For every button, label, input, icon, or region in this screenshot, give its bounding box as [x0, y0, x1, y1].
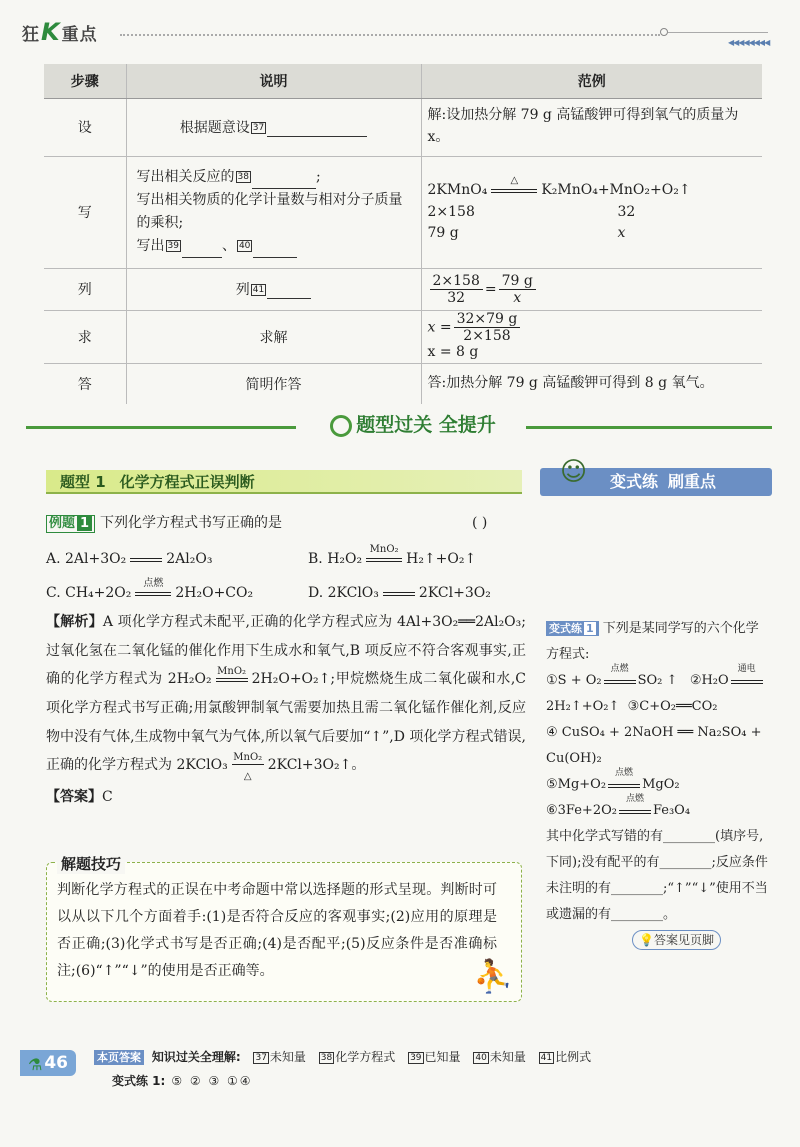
table-row	[44, 310, 762, 364]
tips-label: 解题技巧	[57, 853, 125, 874]
option-b: B. H₂O₂ MnO₂ H₂↑+O₂↑	[308, 544, 477, 567]
step-desc: 根据题意设 37	[126, 98, 421, 156]
example-question	[46, 512, 526, 809]
variant-exercise: 变式练 1 下列是某同学写的六个化学方程式: ①S + O₂ 点燃 SO₂ ↑ ②H₂O 通电 2H₂↑+O₂↑ ③C+O₂══CO₂ ④ CuSO₄ + 2NaOH ══ Na₂SO₄ + Cu(OH)₂ ⑤Mg+O₂ 点燃 MgO₂ ⑥3Fe+2O₂ 点燃 Fe₃O₄ 其中化学式写错的有________(填序号,下同);没有配平的有________;反应条件未注明的有________;“↑”“↓”使用不当或遗漏的有________。 💡答案见页脚	[546, 616, 768, 954]
table-header-example: 范例	[421, 64, 762, 98]
tips-box	[46, 855, 522, 1002]
table-header-desc: 说明	[126, 64, 421, 98]
step-desc: 简明作答	[126, 364, 421, 404]
page-number: ⚗ 46	[20, 1050, 76, 1076]
student-figure-icon: ☺	[560, 457, 588, 487]
step-desc: 写出相关反应的 38 ; 写出相关物质的化学计量数与相对分子质量的乘积; 写出 39 、 40	[126, 156, 421, 268]
table-header-row	[44, 64, 762, 98]
option-a: A. 2Al+3O₂ 2Al₂O₃	[46, 551, 213, 567]
step-example: $\frac{2\times 158}{32}$ = $\frac{79 g}{x}$	[421, 268, 762, 310]
page-answers: 本页答案 知识过关全理解: 37 未知量 38 化学方程式 39 已知量 40 未知量 41 比例式 变式练 1: ⑤ ② ③ ①④	[94, 1045, 774, 1093]
options	[46, 542, 526, 602]
answer-item: 39 已知量	[410, 1050, 461, 1064]
table-row	[44, 156, 762, 268]
answer-item: 40 未知量	[475, 1050, 526, 1064]
table-header-step: 步骤	[44, 64, 126, 98]
bulb-icon: 💡	[639, 933, 654, 947]
section-banner	[26, 410, 772, 440]
question-type-header: 题型 1 化学方程式正误判断	[46, 470, 522, 494]
option-d: D. 2KClO₃ 2KCl+3O₂	[308, 585, 491, 601]
table-row	[44, 364, 762, 404]
step-desc: 求解	[126, 310, 421, 364]
brand-logo: 狂K重点	[22, 18, 98, 46]
analysis: 【解析】A 项化学方程式未配平,正确的化学方程式应为 4Al+3O₂══2Al₂O₃;过氧化氢在二氧化锰的催化作用下生成水和氧气,B 项反应不符合客观事实,正确的化学方程式为 2H₂O₂ MnO₂ 2H₂O+O₂↑;甲烷燃烧生成二氧化碳和水,C 项化学方程式书写正确;用氯酸钾制氧气需要加热且需二氧化锰作催化剂,反应物中没有气体,生成物中氧气为气体,所以氧气后要加“↑”,D 项化学方程式错误,正确的化学方程式为 2KClO₃ MnO₂ △ 2KCl+3O₂↑。	[46, 614, 526, 783]
step-label: 写	[44, 156, 126, 268]
step-label: 求	[44, 310, 126, 364]
step-label: 答	[44, 364, 126, 404]
header-dotted-rule	[120, 34, 660, 36]
step-example: 答:加热分解 79 g 高锰酸钾可得到 8 g 氧气。	[421, 364, 762, 404]
step-desc: 列 41	[126, 268, 421, 310]
cartoon-icon: ⛹	[473, 957, 513, 995]
step-example: 2KMnO₄ △ K₂MnO₄+MnO₂+O₂↑ 2×158 32 79 g x	[421, 156, 762, 268]
answer-item: 41 比例式	[540, 1050, 592, 1064]
tips-body: 判断化学方程式的正误在中考命题中常以选择题的形式呈现。判断时可以从以下几个方面着手:(1)是否符合反应的客观事实;(2)应用的原理是否正确;(3)化学式书写是否正确;(4)是否配平;(5)反应条件是否准确标注;(6)“↑”“↓”的使用是否正确等。	[57, 882, 497, 979]
answer-at-footer-button[interactable]: 💡答案见页脚	[632, 930, 721, 950]
step-label: 设	[44, 98, 126, 156]
step-example: x = $\frac{32\times 79 g}{2\times 158}$ x = 8 g	[421, 310, 762, 364]
header-arrows-icon: ◀◀◀◀◀◀◀◀	[728, 38, 770, 47]
answer-paren: ( )	[472, 515, 488, 531]
option-c: C. CH₄+2O₂ 点燃 2H₂O+CO₂	[46, 578, 254, 601]
table-row	[44, 268, 762, 310]
step-example: 解:设加热分解 79 g 高锰酸钾可得到氧气的质量为 x。	[421, 98, 762, 156]
swirl-icon	[330, 415, 352, 437]
answers-tag: 本页答案	[94, 1050, 144, 1065]
answer-item: 37 未知量	[255, 1050, 306, 1064]
variant-practice-header: ☺ 变式练 刷重点	[540, 468, 772, 496]
question-text: 下列化学方程式书写正确的是	[100, 515, 282, 531]
example-tag: 例题 1	[46, 515, 95, 533]
variant-answers: 变式练 1: ⑤ ② ③ ①④	[112, 1074, 253, 1088]
banner-title: 题型过关 全提升	[356, 414, 496, 436]
flask-icon: ⚗	[28, 1055, 43, 1074]
table-row	[44, 98, 762, 156]
step-label: 列	[44, 268, 126, 310]
header-rule	[668, 32, 768, 33]
answer-item: 38 化学方程式	[320, 1050, 396, 1064]
steps-table	[44, 64, 762, 404]
answer: 【答案】C	[46, 789, 113, 806]
header-circle-icon	[660, 28, 668, 36]
exercise-tag: 变式练 1	[546, 621, 599, 636]
